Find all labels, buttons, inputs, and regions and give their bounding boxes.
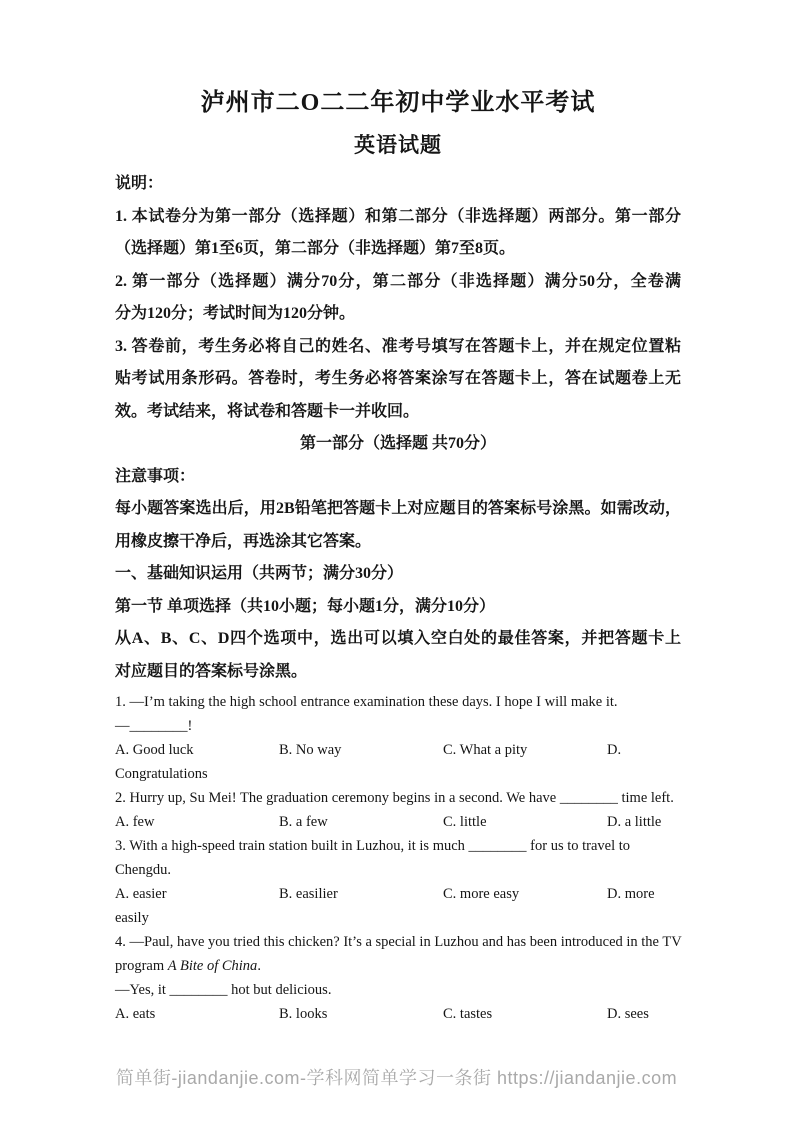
note-line: 2. 第一部分（选择题）满分70分，第二部分（非选择题）满分50分，全卷满 (115, 272, 681, 290)
note-line: 贴考试用条形码。答卷时，考生务必将答案涂写在答题卡上，答在试题卷上无 (115, 370, 681, 387)
attention-heading: 注意事项： (115, 467, 196, 485)
note-line: （选择题）第1至6页，第二部分（非选择题）第7至8页。 (115, 240, 516, 257)
note-line: 1. 本试卷分为第一部分（选择题）和第二部分（非选择题）两部分。第一部分 (115, 207, 681, 225)
option-a: A. Good luck (115, 742, 194, 758)
option-a: A. eats (115, 1006, 156, 1022)
section1-heading: 一、基础知识运用（共两节；满分30分） (115, 565, 404, 582)
attention-line: 用橡皮擦干净后，再选涂其它答案。 (115, 532, 372, 550)
notes-list (115, 201, 681, 429)
question-stem-line: —________! (115, 718, 193, 734)
question-stem-line: Chengdu. (115, 862, 171, 878)
text-segment: program (115, 958, 168, 974)
italic-book-title: A Bite of China (167, 958, 258, 974)
options-row (115, 882, 681, 930)
option-c: C. tastes (443, 1006, 493, 1022)
question-stem-line (115, 954, 681, 978)
content-area (115, 86, 681, 1026)
question-stem-line: 1. —I’m taking the high school entrance examination these days. I hope I will make it. (115, 694, 618, 710)
options-row (115, 810, 681, 834)
question-4 (115, 930, 681, 1026)
option-a: A. few (115, 814, 155, 830)
attention-line: 每小题答案选出后，用2B铅笔把答题卡上对应题目的答案标号涂黑。如需改动， (115, 500, 681, 517)
question-stem-line: 3. With a high-speed train station built in Luzhou, it is much ________ for us to travel to (115, 838, 631, 854)
options-row (115, 738, 681, 786)
option-d: D. Congratulations (115, 742, 622, 782)
note-item (115, 201, 681, 266)
option-c: C. What a pity (443, 742, 528, 758)
questions-list (115, 690, 681, 1026)
option-b: B. easilier (279, 886, 338, 902)
option-d: D. sees (607, 1006, 649, 1022)
document-title: 泸州市二O二二年初中学业水平考试 (200, 90, 596, 116)
option-c: C. more easy (443, 886, 520, 902)
notes-heading: 说明： (115, 175, 164, 192)
note-line: 效。考试结来，将试卷和答题卡一并收回。 (115, 402, 420, 420)
question-stem-line: 4. —Paul, have you tried this chicken? It’s a special in Luzhou and has been introduced in the TV (115, 934, 682, 950)
note-line: 3. 答卷前，考生务必将自己的姓名、准考号填写在答题卡上，并在规定位置粘 (115, 337, 681, 355)
attention-text (115, 493, 681, 558)
question-stem-line: —Yes, it ________ hot but delicious. (115, 982, 332, 998)
question-1 (115, 690, 681, 786)
note-line: 分为120分；考试时间为120分钟。 (115, 305, 356, 322)
question-3 (115, 834, 681, 930)
question-stem-line: 2. Hurry up, Su Mei! The graduation ceremony begins in a second. We have ________ time left. (115, 790, 674, 806)
text-segment: . (257, 958, 261, 974)
option-b: B. a few (279, 814, 328, 830)
option-d: D. a little (607, 814, 662, 830)
note-item (115, 266, 681, 331)
part1-heading: 第一部分（选择题 共70分） (299, 435, 496, 452)
subsection1-instruction (115, 623, 681, 688)
option-d: D. more easily (115, 886, 655, 926)
note-item (115, 331, 681, 429)
option-c: C. little (443, 814, 487, 830)
subsection1-heading: 第一节 单项选择（共10小题；每小题1分，满分10分） (115, 597, 496, 615)
option-b: B. looks (279, 1006, 328, 1022)
document-subtitle: 英语试题 (354, 133, 442, 157)
notes-section (115, 168, 681, 688)
instruction-line: 从A、B、C、D四个选项中，选出可以填入空白处的最佳答案，并把答题卡上 (115, 630, 681, 647)
option-a: A. easier (115, 886, 167, 902)
options-row (115, 1002, 681, 1026)
instruction-line: 对应题目的答案标号涂黑。 (115, 662, 308, 680)
option-b: B. No way (279, 742, 342, 758)
question-2 (115, 786, 681, 834)
watermark-footer: 简单街-jiandanjie.com-学科网简单学习一条街 https://jiandanjie.com (115, 1068, 678, 1088)
